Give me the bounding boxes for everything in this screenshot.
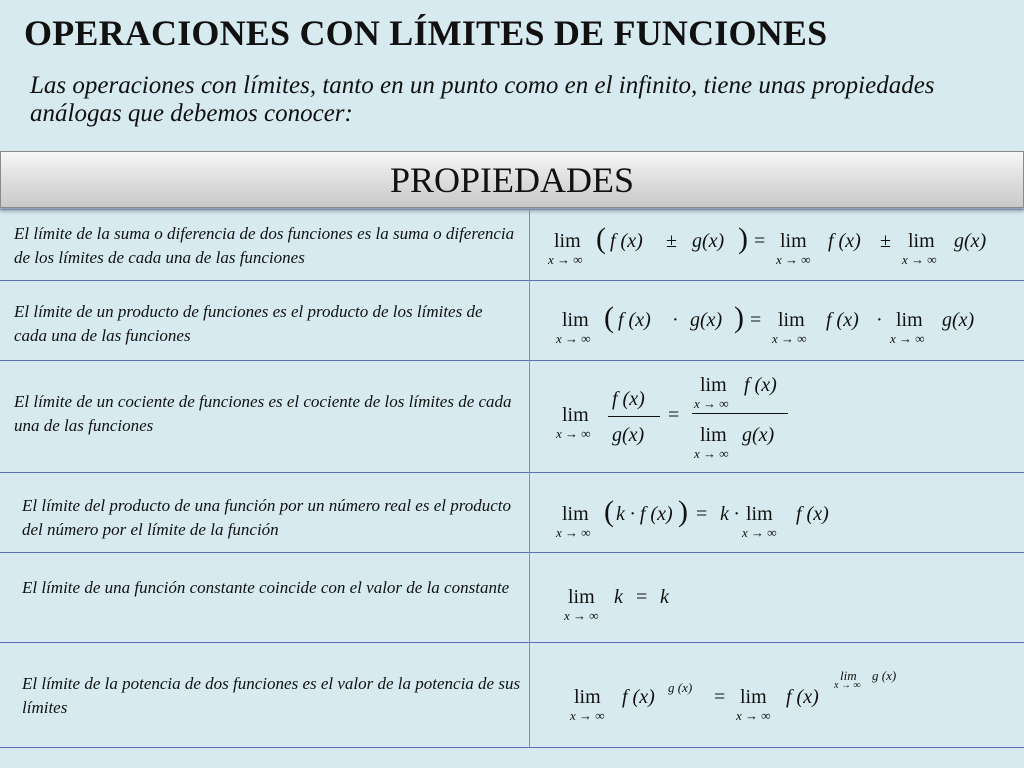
fx: f (x) — [828, 230, 861, 252]
gx: g(x) — [692, 230, 725, 252]
lim-sub: x → ∞ — [694, 446, 729, 461]
row-text: El límite de la suma o diferencia de dos funciones es la suma o diferencia de los límites de cada una de las funciones — [14, 224, 515, 267]
scalar-inner: k · f (x) — [616, 503, 673, 525]
fx: f (x) — [610, 230, 643, 252]
lim-sub: x → ∞ — [556, 331, 591, 346]
eq: = — [714, 686, 726, 708]
lim-sub: x → ∞ — [556, 426, 591, 441]
fx: f (x) — [622, 686, 655, 708]
gx: g(x) — [954, 230, 987, 252]
row-text: El límite de un cociente de funciones es el cociente de los límites de cada una de las funciones — [14, 392, 512, 435]
formula-power — [530, 642, 1024, 747]
fx: f (x) — [796, 503, 829, 525]
table-row — [0, 642, 1024, 748]
eq: = — [668, 404, 680, 426]
fx: f (x) — [618, 309, 651, 331]
op: ± — [666, 230, 677, 252]
properties-banner: PROPIEDADES — [0, 151, 1024, 208]
property-description — [0, 552, 530, 642]
formula-scalar — [530, 472, 1024, 552]
k: k — [614, 586, 623, 608]
lim-label: lim — [908, 230, 935, 252]
table-row — [0, 360, 1024, 473]
lim-label: lim — [574, 686, 601, 708]
lim-sub: x → ∞ — [776, 252, 811, 267]
paren: ( — [604, 495, 614, 528]
lim-label: lim — [568, 586, 595, 608]
k: k · — [720, 503, 739, 525]
paren: ) — [678, 495, 688, 528]
formula-quotient — [530, 360, 1024, 472]
exponent-g: g (x) — [872, 668, 897, 683]
row-text: El límite de un producto de funciones es el producto de los límites de cada una de las funciones — [14, 302, 483, 345]
lim-sub: x → ∞ — [548, 252, 583, 267]
gx: g(x) — [612, 424, 645, 446]
paren: ) — [734, 301, 744, 334]
lim-sub: x → ∞ — [890, 331, 925, 346]
op: ± — [880, 230, 891, 252]
row-text: El límite del producto de una función por un número real es el producto del número por el límite de la función — [22, 496, 511, 539]
table-row — [0, 552, 1024, 643]
lim-label: lim — [562, 404, 589, 426]
property-description — [0, 642, 530, 747]
eq: = — [754, 230, 766, 252]
property-description — [0, 210, 530, 280]
lim-label: lim — [740, 686, 767, 708]
lim-label: lim — [778, 309, 805, 331]
lim-sub: x → ∞ — [694, 396, 729, 411]
fx: f (x) — [744, 374, 777, 396]
lim-label: lim — [896, 309, 923, 331]
lim-label: lim — [700, 374, 727, 396]
exponent-lim: lim — [840, 668, 857, 683]
exponent: g (x) — [668, 680, 693, 695]
row-text: El límite de una función constante coincide con el valor de la constante — [22, 578, 510, 597]
lim-label: lim — [700, 424, 727, 446]
table-row — [0, 280, 1024, 361]
gx: g(x) — [742, 424, 775, 446]
property-description — [0, 280, 530, 360]
table-row — [0, 210, 1024, 281]
row-text: El límite de la potencia de dos funciones es el valor de la potencia de sus límites — [22, 674, 521, 717]
op: · — [876, 309, 883, 331]
properties-table — [0, 209, 1024, 748]
lim-sub: x → ∞ — [772, 331, 807, 346]
eq: = — [750, 309, 762, 331]
page-title: OPERACIONES CON LÍMITES DE FUNCIONES — [24, 13, 828, 53]
property-description — [0, 360, 530, 472]
eq: = — [636, 586, 648, 608]
formula-product — [530, 280, 1024, 360]
lim-sub: x → ∞ — [570, 708, 605, 723]
fraction-bar — [608, 416, 660, 417]
paren: ) — [738, 222, 748, 255]
k: k — [660, 586, 669, 608]
exponent-lim-sub: x → ∞ — [834, 680, 861, 691]
paren: ( — [604, 301, 614, 334]
fx: f (x) — [786, 686, 819, 708]
lim-label: lim — [562, 503, 589, 525]
formula-sum — [530, 210, 1024, 280]
intro-text: Las operaciones con límites, tanto en un punto como en el infinito, tiene unas propiedades análogas que debemos conocer: — [30, 72, 935, 127]
fx: f (x) — [612, 388, 645, 410]
lim-sub: x → ∞ — [742, 525, 777, 540]
lim-label: lim — [562, 309, 589, 331]
property-description — [0, 472, 530, 552]
formula-constant — [530, 552, 1024, 642]
paren: ( — [596, 222, 606, 255]
gx: g(x) — [690, 309, 723, 331]
table-row — [0, 472, 1024, 553]
lim-label: lim — [554, 230, 581, 252]
fx: f (x) — [826, 309, 859, 331]
lim-label: lim — [780, 230, 807, 252]
lim-sub: x → ∞ — [902, 252, 937, 267]
lim-label: lim — [746, 503, 773, 525]
eq: = — [696, 503, 708, 525]
gx: g(x) — [942, 309, 975, 331]
op: · — [672, 309, 679, 331]
lim-sub: x → ∞ — [556, 525, 591, 540]
fraction-bar — [692, 413, 788, 414]
lim-sub: x → ∞ — [564, 608, 599, 623]
lim-sub: x → ∞ — [736, 708, 771, 723]
